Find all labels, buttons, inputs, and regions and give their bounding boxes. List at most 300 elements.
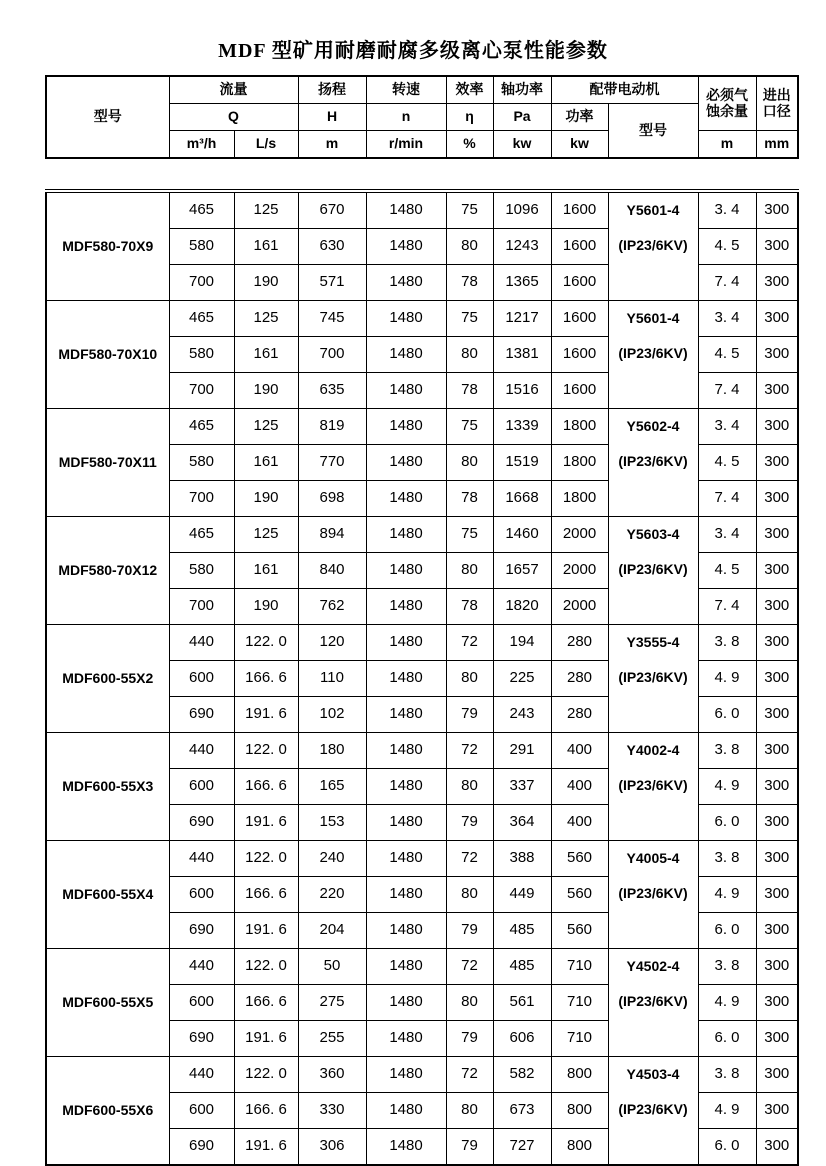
header-motor-model: 型号 [608, 104, 698, 159]
speed-cell: 1480 [366, 949, 446, 985]
shaft-power-cell: 1381 [493, 337, 551, 373]
npsh-cell: 7. 4 [698, 265, 756, 301]
motor-power-cell: 400 [551, 805, 608, 841]
shaft-power-cell: 225 [493, 661, 551, 697]
flow-ls-cell: 125 [234, 409, 298, 445]
motor-power-cell: 1600 [551, 301, 608, 337]
shaft-power-cell: 388 [493, 841, 551, 877]
motor-model-cell [608, 517, 698, 625]
motor-power-cell: 560 [551, 877, 608, 913]
shaft-power-cell: 606 [493, 1021, 551, 1057]
shaft-power-cell: 727 [493, 1129, 551, 1166]
npsh-cell: 3. 4 [698, 517, 756, 553]
spec-body-table [45, 189, 799, 1166]
header-port-line2: 口径 [762, 102, 791, 119]
speed-cell: 1480 [366, 1057, 446, 1093]
pump-model-cell: MDF580-70X11 [46, 409, 169, 517]
head-cell: 120 [298, 625, 366, 661]
shaft-power-cell: 1516 [493, 373, 551, 409]
pump-model-cell: MDF600-55X6 [46, 1057, 169, 1166]
head-cell: 571 [298, 265, 366, 301]
header-model: 型号 [46, 76, 169, 158]
efficiency-cell: 80 [446, 337, 493, 373]
npsh-cell: 3. 8 [698, 1057, 756, 1093]
header-npsh-line2: 蚀余量 [706, 102, 748, 119]
pump-data-row [46, 841, 798, 877]
speed-cell: 1480 [366, 337, 446, 373]
port-diameter-cell: 300 [756, 445, 798, 481]
motor-power-cell: 1600 [551, 337, 608, 373]
shaft-power-cell: 1217 [493, 301, 551, 337]
port-diameter-cell: 300 [756, 1057, 798, 1093]
port-diameter-cell: 300 [756, 337, 798, 373]
efficiency-cell: 80 [446, 877, 493, 913]
speed-cell: 1480 [366, 841, 446, 877]
port-diameter-cell: 300 [756, 589, 798, 625]
motor-model-name: Y5601-4 [626, 310, 680, 326]
motor-model-name: Y5601-4 [626, 202, 680, 218]
port-diameter-cell: 300 [756, 985, 798, 1021]
header-row-1 [46, 76, 798, 104]
motor-power-cell: 710 [551, 1021, 608, 1057]
speed-cell: 1480 [366, 1093, 446, 1129]
motor-power-cell: 800 [551, 1057, 608, 1093]
header-port-unit: mm [756, 131, 798, 159]
flow-ls-cell: 161 [234, 229, 298, 265]
head-cell: 360 [298, 1057, 366, 1093]
flow-ls-cell: 122. 0 [234, 625, 298, 661]
head-cell: 762 [298, 589, 366, 625]
speed-cell: 1480 [366, 373, 446, 409]
header-motor: 配带电动机 [551, 76, 698, 104]
motor-power-cell: 1800 [551, 445, 608, 481]
header-speed-unit: r/min [366, 131, 446, 159]
flow-ls-cell: 191. 6 [234, 1129, 298, 1166]
efficiency-cell: 72 [446, 949, 493, 985]
pump-model-cell: MDF600-55X3 [46, 733, 169, 841]
pump-model-cell: MDF580-70X10 [46, 301, 169, 409]
pump-model-cell: MDF580-70X12 [46, 517, 169, 625]
efficiency-cell: 72 [446, 733, 493, 769]
motor-model-cell [608, 1057, 698, 1166]
flow-ls-cell: 166. 6 [234, 769, 298, 805]
flow-m3h-cell: 600 [169, 985, 234, 1021]
efficiency-cell: 78 [446, 373, 493, 409]
flow-m3h-cell: 690 [169, 913, 234, 949]
pump-data-row [46, 409, 798, 445]
flow-m3h-cell: 440 [169, 625, 234, 661]
shaft-power-cell: 561 [493, 985, 551, 1021]
flow-m3h-cell: 440 [169, 841, 234, 877]
flow-m3h-cell: 580 [169, 229, 234, 265]
speed-cell: 1480 [366, 301, 446, 337]
port-diameter-cell: 300 [756, 301, 798, 337]
shaft-power-cell: 1657 [493, 553, 551, 589]
header-flow-unit-m3h: m³/h [169, 131, 234, 159]
flow-ls-cell: 166. 6 [234, 1093, 298, 1129]
motor-model-spec: (IP23/6KV) [618, 561, 688, 577]
flow-ls-cell: 125 [234, 301, 298, 337]
npsh-cell: 3. 8 [698, 949, 756, 985]
spec-header-table [45, 75, 799, 159]
port-diameter-cell: 300 [756, 949, 798, 985]
port-diameter-cell: 300 [756, 1021, 798, 1057]
npsh-cell: 6. 0 [698, 913, 756, 949]
motor-power-cell: 560 [551, 841, 608, 877]
motor-model-spec: (IP23/6KV) [618, 345, 688, 361]
speed-cell: 1480 [366, 589, 446, 625]
shaft-power-cell: 1668 [493, 481, 551, 517]
flow-ls-cell: 166. 6 [234, 661, 298, 697]
header-motor-power-unit: kw [551, 131, 608, 159]
efficiency-cell: 80 [446, 553, 493, 589]
efficiency-cell: 79 [446, 913, 493, 949]
shaft-power-cell: 243 [493, 697, 551, 733]
motor-model-cell [608, 949, 698, 1057]
motor-model-spec: (IP23/6KV) [618, 237, 688, 253]
pump-data-row [46, 733, 798, 769]
head-cell: 180 [298, 733, 366, 769]
head-cell: 700 [298, 337, 366, 373]
flow-ls-cell: 122. 0 [234, 949, 298, 985]
efficiency-cell: 79 [446, 1129, 493, 1166]
head-cell: 770 [298, 445, 366, 481]
pump-data-row [46, 949, 798, 985]
motor-model-cell [608, 191, 698, 301]
npsh-cell: 3. 8 [698, 841, 756, 877]
motor-power-cell: 1600 [551, 191, 608, 229]
shaft-power-cell: 337 [493, 769, 551, 805]
npsh-cell: 4. 9 [698, 769, 756, 805]
flow-m3h-cell: 580 [169, 337, 234, 373]
port-diameter-cell: 300 [756, 1093, 798, 1129]
efficiency-cell: 75 [446, 191, 493, 229]
flow-m3h-cell: 580 [169, 445, 234, 481]
speed-cell: 1480 [366, 1021, 446, 1057]
shaft-power-cell: 1243 [493, 229, 551, 265]
shaft-power-cell: 485 [493, 949, 551, 985]
efficiency-cell: 79 [446, 805, 493, 841]
flow-m3h-cell: 600 [169, 877, 234, 913]
flow-ls-cell: 161 [234, 337, 298, 373]
head-cell: 894 [298, 517, 366, 553]
motor-model-spec: (IP23/6KV) [618, 777, 688, 793]
shaft-power-cell: 291 [493, 733, 551, 769]
npsh-cell: 3. 8 [698, 733, 756, 769]
motor-model-name: Y4005-4 [626, 850, 680, 866]
flow-ls-cell: 190 [234, 589, 298, 625]
npsh-cell: 4. 5 [698, 445, 756, 481]
efficiency-cell: 75 [446, 517, 493, 553]
npsh-cell: 6. 0 [698, 1021, 756, 1057]
speed-cell: 1480 [366, 805, 446, 841]
head-cell: 50 [298, 949, 366, 985]
header-flow-symbol: Q [169, 104, 298, 131]
head-cell: 153 [298, 805, 366, 841]
head-cell: 330 [298, 1093, 366, 1129]
npsh-cell: 4. 9 [698, 661, 756, 697]
flow-ls-cell: 190 [234, 265, 298, 301]
efficiency-cell: 79 [446, 697, 493, 733]
pump-model-cell: MDF600-55X2 [46, 625, 169, 733]
pump-model-cell: MDF600-55X5 [46, 949, 169, 1057]
flow-m3h-cell: 600 [169, 661, 234, 697]
npsh-cell: 4. 5 [698, 337, 756, 373]
motor-power-cell: 280 [551, 625, 608, 661]
speed-cell: 1480 [366, 265, 446, 301]
motor-power-cell: 560 [551, 913, 608, 949]
efficiency-cell: 80 [446, 229, 493, 265]
efficiency-cell: 80 [446, 661, 493, 697]
port-diameter-cell: 300 [756, 517, 798, 553]
speed-cell: 1480 [366, 913, 446, 949]
head-cell: 306 [298, 1129, 366, 1166]
npsh-cell: 6. 0 [698, 1129, 756, 1166]
motor-model-cell [608, 841, 698, 949]
flow-m3h-cell: 700 [169, 265, 234, 301]
flow-m3h-cell: 690 [169, 1021, 234, 1057]
speed-cell: 1480 [366, 661, 446, 697]
port-diameter-cell: 300 [756, 1129, 798, 1166]
npsh-cell: 4. 5 [698, 229, 756, 265]
motor-power-cell: 2000 [551, 589, 608, 625]
port-diameter-cell: 300 [756, 841, 798, 877]
efficiency-cell: 72 [446, 841, 493, 877]
port-diameter-cell: 300 [756, 913, 798, 949]
head-cell: 819 [298, 409, 366, 445]
motor-model-cell [608, 733, 698, 841]
efficiency-cell: 80 [446, 1093, 493, 1129]
flow-ls-cell: 191. 6 [234, 805, 298, 841]
motor-power-cell: 1600 [551, 265, 608, 301]
flow-m3h-cell: 700 [169, 373, 234, 409]
motor-model-name: Y3555-4 [626, 634, 680, 650]
port-diameter-cell: 300 [756, 191, 798, 229]
pump-model-cell: MDF580-70X9 [46, 191, 169, 301]
pump-table-body [46, 191, 798, 1165]
motor-model-cell [608, 625, 698, 733]
shaft-power-cell: 449 [493, 877, 551, 913]
shaft-power-cell: 485 [493, 913, 551, 949]
head-cell: 840 [298, 553, 366, 589]
efficiency-cell: 80 [446, 985, 493, 1021]
motor-power-cell: 1600 [551, 229, 608, 265]
speed-cell: 1480 [366, 553, 446, 589]
header-head-unit: m [298, 131, 366, 159]
speed-cell: 1480 [366, 697, 446, 733]
motor-power-cell: 400 [551, 733, 608, 769]
motor-power-cell: 800 [551, 1129, 608, 1166]
port-diameter-cell: 300 [756, 805, 798, 841]
npsh-cell: 4. 9 [698, 1093, 756, 1129]
header-head-symbol: H [298, 104, 366, 131]
pump-model-cell: MDF600-55X4 [46, 841, 169, 949]
pump-data-row [46, 517, 798, 553]
head-cell: 255 [298, 1021, 366, 1057]
motor-model-cell [608, 301, 698, 409]
header-flow-unit-ls: L/s [234, 131, 298, 159]
flow-ls-cell: 166. 6 [234, 877, 298, 913]
flow-ls-cell: 125 [234, 191, 298, 229]
flow-ls-cell: 122. 0 [234, 841, 298, 877]
efficiency-cell: 80 [446, 769, 493, 805]
head-cell: 630 [298, 229, 366, 265]
head-cell: 240 [298, 841, 366, 877]
port-diameter-cell: 300 [756, 877, 798, 913]
speed-cell: 1480 [366, 625, 446, 661]
header-port-line1: 进出 [762, 87, 791, 104]
motor-model-spec: (IP23/6KV) [618, 885, 688, 901]
shaft-power-cell: 1519 [493, 445, 551, 481]
npsh-cell: 4. 5 [698, 553, 756, 589]
motor-power-cell: 280 [551, 697, 608, 733]
header-shaft-power: 轴功率 [493, 76, 551, 104]
head-cell: 102 [298, 697, 366, 733]
header-efficiency-unit: % [446, 131, 493, 159]
head-cell: 275 [298, 985, 366, 1021]
shaft-power-cell: 1460 [493, 517, 551, 553]
motor-power-cell: 400 [551, 769, 608, 805]
npsh-cell: 6. 0 [698, 697, 756, 733]
npsh-cell: 4. 9 [698, 985, 756, 1021]
npsh-cell: 7. 4 [698, 373, 756, 409]
flow-ls-cell: 122. 0 [234, 733, 298, 769]
flow-m3h-cell: 440 [169, 949, 234, 985]
pump-data-row [46, 301, 798, 337]
motor-model-spec: (IP23/6KV) [618, 453, 688, 469]
motor-model-name: Y5603-4 [626, 526, 680, 542]
header-head: 扬程 [298, 76, 366, 104]
flow-m3h-cell: 690 [169, 697, 234, 733]
flow-m3h-cell: 600 [169, 1093, 234, 1129]
efficiency-cell: 72 [446, 1057, 493, 1093]
shaft-power-cell: 1339 [493, 409, 551, 445]
shaft-power-cell: 1365 [493, 265, 551, 301]
speed-cell: 1480 [366, 481, 446, 517]
motor-model-spec: (IP23/6KV) [618, 1101, 688, 1117]
port-diameter-cell: 300 [756, 697, 798, 733]
shaft-power-cell: 364 [493, 805, 551, 841]
flow-m3h-cell: 700 [169, 589, 234, 625]
pump-data-row [46, 625, 798, 661]
flow-m3h-cell: 465 [169, 301, 234, 337]
shaft-power-cell: 1096 [493, 191, 551, 229]
efficiency-cell: 79 [446, 1021, 493, 1057]
port-diameter-cell: 300 [756, 661, 798, 697]
npsh-cell: 4. 9 [698, 877, 756, 913]
port-diameter-cell: 300 [756, 625, 798, 661]
flow-m3h-cell: 465 [169, 517, 234, 553]
npsh-cell: 6. 0 [698, 805, 756, 841]
flow-m3h-cell: 690 [169, 805, 234, 841]
motor-model-spec: (IP23/6KV) [618, 993, 688, 1009]
speed-cell: 1480 [366, 877, 446, 913]
header-efficiency: 效率 [446, 76, 493, 104]
npsh-cell: 3. 4 [698, 409, 756, 445]
head-cell: 110 [298, 661, 366, 697]
flow-m3h-cell: 690 [169, 1129, 234, 1166]
head-cell: 220 [298, 877, 366, 913]
motor-power-cell: 2000 [551, 553, 608, 589]
speed-cell: 1480 [366, 769, 446, 805]
motor-power-cell: 1800 [551, 481, 608, 517]
flow-ls-cell: 190 [234, 373, 298, 409]
efficiency-cell: 78 [446, 265, 493, 301]
npsh-cell: 3. 4 [698, 191, 756, 229]
flow-m3h-cell: 465 [169, 191, 234, 229]
npsh-cell: 7. 4 [698, 481, 756, 517]
port-diameter-cell: 300 [756, 229, 798, 265]
shaft-power-cell: 582 [493, 1057, 551, 1093]
npsh-cell: 3. 8 [698, 625, 756, 661]
efficiency-cell: 78 [446, 481, 493, 517]
flow-m3h-cell: 600 [169, 769, 234, 805]
motor-model-name: Y4502-4 [626, 958, 680, 974]
shaft-power-cell: 673 [493, 1093, 551, 1129]
speed-cell: 1480 [366, 409, 446, 445]
motor-power-cell: 710 [551, 949, 608, 985]
port-diameter-cell: 300 [756, 733, 798, 769]
header-flow: 流量 [169, 76, 298, 104]
head-cell: 670 [298, 191, 366, 229]
efficiency-cell: 75 [446, 301, 493, 337]
header-shaft-power-symbol: Pa [493, 104, 551, 131]
efficiency-cell: 72 [446, 625, 493, 661]
header-shaft-power-unit: kw [493, 131, 551, 159]
pump-data-row [46, 1057, 798, 1093]
flow-ls-cell: 125 [234, 517, 298, 553]
flow-m3h-cell: 580 [169, 553, 234, 589]
page-title: MDF 型矿用耐磨耐腐多级离心泵性能参数 [218, 40, 608, 62]
header-npsh [698, 76, 756, 131]
speed-cell: 1480 [366, 1129, 446, 1166]
motor-model-name: Y4002-4 [626, 742, 680, 758]
motor-model-name: Y4503-4 [626, 1066, 680, 1082]
npsh-cell: 3. 4 [698, 301, 756, 337]
flow-ls-cell: 161 [234, 445, 298, 481]
head-cell: 204 [298, 913, 366, 949]
motor-power-cell: 710 [551, 985, 608, 1021]
port-diameter-cell: 300 [756, 265, 798, 301]
motor-power-cell: 1600 [551, 373, 608, 409]
speed-cell: 1480 [366, 229, 446, 265]
speed-cell: 1480 [366, 517, 446, 553]
head-cell: 165 [298, 769, 366, 805]
npsh-cell: 7. 4 [698, 589, 756, 625]
shaft-power-cell: 194 [493, 625, 551, 661]
motor-model-spec: (IP23/6KV) [618, 669, 688, 685]
flow-ls-cell: 191. 6 [234, 697, 298, 733]
speed-cell: 1480 [366, 985, 446, 1021]
efficiency-cell: 80 [446, 445, 493, 481]
efficiency-cell: 75 [446, 409, 493, 445]
speed-cell: 1480 [366, 191, 446, 229]
header-speed-symbol: n [366, 104, 446, 131]
header-npsh-unit: m [698, 131, 756, 159]
port-diameter-cell: 300 [756, 769, 798, 805]
head-cell: 745 [298, 301, 366, 337]
header-motor-power: 功率 [551, 104, 608, 131]
port-diameter-cell: 300 [756, 553, 798, 589]
efficiency-cell: 78 [446, 589, 493, 625]
header-speed: 转速 [366, 76, 446, 104]
flow-ls-cell: 166. 6 [234, 985, 298, 1021]
header-efficiency-symbol: η [446, 104, 493, 131]
flow-ls-cell: 191. 6 [234, 1021, 298, 1057]
speed-cell: 1480 [366, 733, 446, 769]
motor-power-cell: 280 [551, 661, 608, 697]
port-diameter-cell: 300 [756, 481, 798, 517]
